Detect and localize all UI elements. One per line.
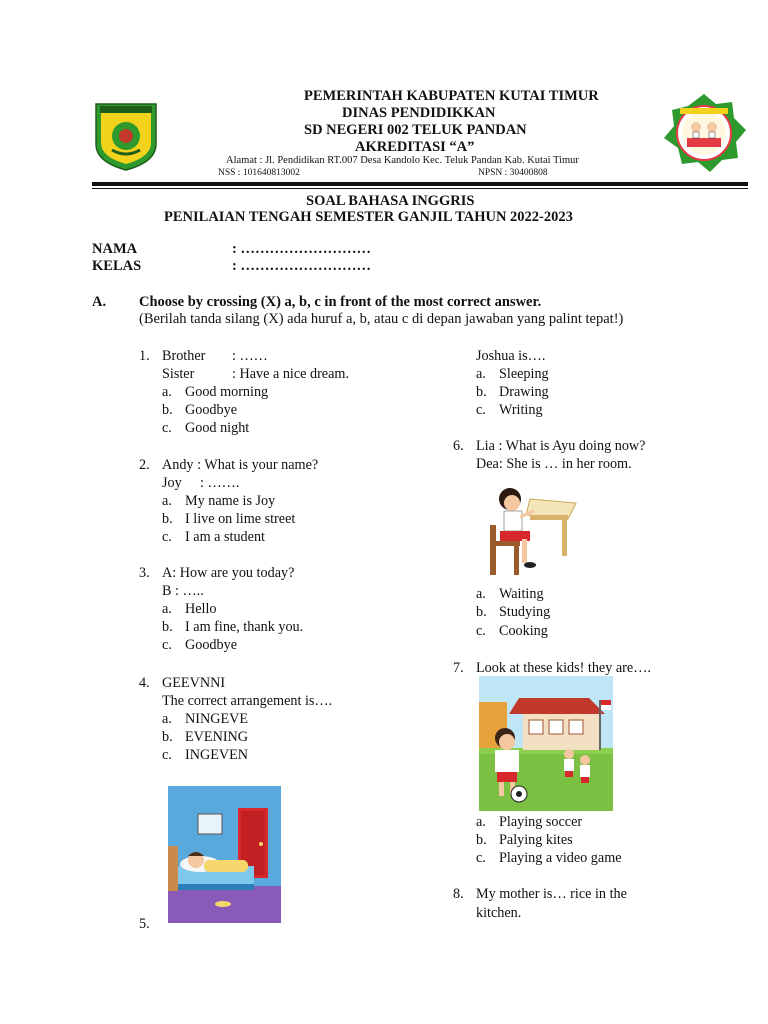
q4-option-a[interactable]: a. NINGEVE [162, 711, 249, 727]
q4-option-b[interactable]: b. EVENING [162, 729, 249, 745]
header-line4: AKREDITASI “A” [355, 139, 475, 155]
q1-speaker1: Brother [162, 348, 206, 364]
q1-number: 1. [139, 348, 150, 364]
q2-number: 2. [139, 457, 150, 473]
q1-speaker2: Sister [162, 366, 195, 382]
header-divider-thin [92, 188, 748, 189]
q6-line1: Lia : What is Ayu doing now? [476, 438, 646, 454]
q8-number: 8. [453, 886, 464, 902]
q5-option-a[interactable]: a. Sleeping [476, 366, 549, 382]
nama-field[interactable]: : ……………………… [232, 241, 371, 257]
school-logo [660, 92, 748, 174]
q5-number: 5. [139, 916, 150, 932]
q1-option-a[interactable]: a. Good morning [162, 384, 269, 400]
q8-line2: kitchen. [476, 905, 522, 921]
q4-scrambled-word: GEEVNNI [162, 675, 226, 691]
q4-option-c[interactable]: c. INGEVEN [162, 747, 249, 763]
q7-line1: Look at these kids! they are…. [476, 660, 651, 676]
q5-option-c[interactable]: c. Writing [476, 402, 543, 418]
q1-line1: : …… [232, 348, 268, 364]
header-line3: SD NEGERI 002 TELUK PANDAN [304, 122, 527, 138]
q6-option-a[interactable]: a. Waiting [476, 586, 544, 602]
q6-number: 6. [453, 438, 464, 454]
q5-picture-sleeping-boy [168, 786, 281, 923]
q3-option-c[interactable]: c. Goodbye [162, 637, 238, 653]
q5-line1: Joshua is…. [476, 348, 546, 364]
exam-title: SOAL BAHASA INGGRIS [306, 193, 475, 209]
q3-number: 3. [139, 565, 150, 581]
q7-picture-kids-soccer [479, 676, 613, 811]
q2-speaker2: Joy [162, 475, 182, 491]
q2-option-a[interactable]: a. My name is Joy [162, 493, 276, 509]
section-instruction: Choose by crossing (X) a, b, c in front of the most correct answer. [139, 294, 542, 310]
q2-option-b[interactable]: b. I live on lime street [162, 511, 296, 527]
q1-option-c[interactable]: c. Good night [162, 420, 250, 436]
q6-option-c[interactable]: c. Cooking [476, 623, 548, 639]
q8-line1: My mother is… rice in the [476, 886, 627, 902]
q1-option-b[interactable]: b. Goodbye [162, 402, 238, 418]
header-line2: DINAS PENDIDIKKAN [342, 105, 496, 121]
q3-line2: B : ….. [162, 583, 204, 599]
header-address: Alamat : Jl. Pendidikan RT.007 Desa Kandolo Kec. Teluk Pandan Kab. Kutai Timur [226, 155, 579, 166]
section-letter: A. [92, 294, 107, 310]
q3-option-a[interactable]: a. Hello [162, 601, 217, 617]
header-nss: NSS : 101640813002 [218, 168, 300, 178]
q2-line1: Andy : What is your name? [162, 457, 319, 473]
q6-picture-girl-studying [482, 477, 580, 583]
section-instruction-id: (Berilah tanda silang (X) ada huruf a, b, atau c di depan jawaban yang palint tepat!) [139, 311, 624, 327]
q5-option-b[interactable]: b. Drawing [476, 384, 549, 400]
header-npsn: NPSN : 30400808 [478, 168, 548, 178]
q7-option-a[interactable]: a. Playing soccer [476, 814, 583, 830]
q6-line2: Dea: She is … in her room. [476, 456, 632, 472]
kelas-label: KELAS [92, 258, 142, 274]
kelas-field[interactable]: : ……………………… [232, 258, 371, 274]
q3-option-b[interactable]: b. I am fine, thank you. [162, 619, 304, 635]
q2-line2: : ……. [200, 475, 240, 491]
q4-line2: The correct arrangement is…. [162, 693, 333, 709]
q1-line2: : Have a nice dream. [232, 366, 349, 382]
q7-number: 7. [453, 660, 464, 676]
header-divider-thick [92, 182, 748, 186]
nama-label: NAMA [92, 241, 138, 257]
q2-option-c[interactable]: c. I am a student [162, 529, 265, 545]
q7-option-c[interactable]: c. Playing a video game [476, 850, 622, 866]
exam-subtitle: PENILAIAN TENGAH SEMESTER GANJIL TAHUN 2022-2023 [164, 209, 573, 225]
q7-option-b[interactable]: b. Palying kites [476, 832, 573, 848]
q4-number: 4. [139, 675, 150, 691]
q3-line1: A: How are you today? [162, 565, 295, 581]
header-line1: PEMERINTAH KABUPATEN KUTAI TIMUR [304, 88, 599, 104]
q6-option-b[interactable]: b. Studying [476, 604, 551, 620]
kutai-timur-logo [92, 100, 160, 172]
